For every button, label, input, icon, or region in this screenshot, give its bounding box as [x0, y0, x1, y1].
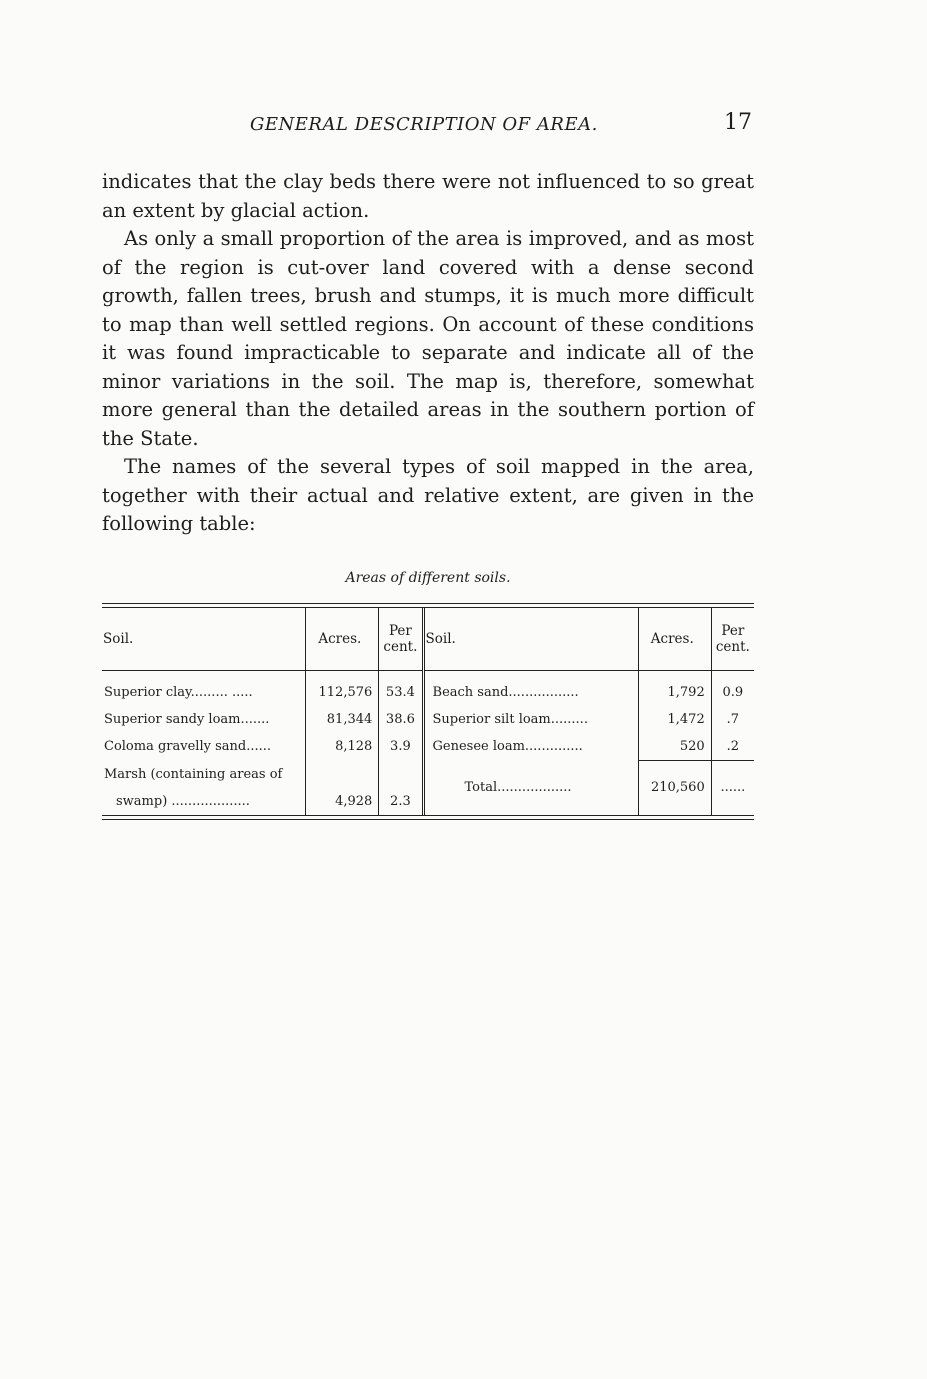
column-header-soil: Soil.: [423, 608, 638, 671]
paragraph: The names of the several types of soil mapped in the area, together with their actual and relative extent, are given in the following table:: [102, 455, 754, 535]
column-header-per-cent: Per cent.: [379, 608, 423, 671]
acres-value: 1,792: [638, 671, 711, 707]
soil-name: Beach sand.................: [423, 671, 638, 707]
column-header-per-cent: Per cent.: [711, 608, 754, 671]
acres-value: 520: [638, 733, 711, 761]
acres-value: 112,576: [306, 671, 379, 707]
total-acres: 210,560: [638, 761, 711, 815]
column-header-acres: Acres.: [306, 608, 379, 671]
total-percent: ......: [711, 761, 754, 815]
soil-areas-table: [102, 603, 754, 820]
paragraph: As only a small proportion of the area is improved, and as most of the region is cut-over land covered with a dense second growth, fallen trees, brush and stumps, it is much more difficult to map than well settled regions. On account of these conditions it was found impracticable to separate and indicate all of the minor variations in the soil. The map is, therefore, somewhat more general than the detailed areas in the southern portion of the State.: [102, 227, 754, 450]
percent-value: [379, 761, 423, 788]
table-row: [102, 706, 754, 733]
soil-name: Coloma gravelly sand......: [102, 733, 306, 761]
soil-name: Superior clay......... .....: [102, 671, 306, 707]
acres-value: [306, 761, 379, 788]
acres-value: 1,472: [638, 706, 711, 733]
percent-value: 2.3: [379, 788, 423, 815]
table-row: [102, 733, 754, 761]
page-number: 17: [724, 110, 752, 135]
paragraph: indicates that the clay beds there were not influenced to so great an extent by glacial action.: [102, 170, 754, 222]
acres-value: 8,128: [306, 733, 379, 761]
table-header-row: [102, 608, 754, 671]
percent-value: .2: [726, 739, 740, 754]
running-title: GENERAL DESCRIPTION OF AREA.: [250, 114, 598, 135]
soil-name: Genesee loam..............: [423, 733, 638, 761]
acres-value: 4,928: [306, 788, 379, 815]
percent-value: 3.9: [379, 733, 423, 761]
percent-value: 0.9: [722, 685, 744, 700]
soil-name: Superior sandy loam.......: [102, 706, 306, 733]
soil-name: swamp) ...................: [102, 788, 306, 815]
soil-name: Superior silt loam.........: [423, 706, 638, 733]
table-row: [102, 671, 754, 707]
table-row: [102, 761, 754, 788]
table-bottom-rule: [102, 815, 754, 820]
table-caption: Areas of different soils.: [345, 570, 511, 586]
body-text: [102, 168, 754, 539]
column-header-acres: Acres.: [638, 608, 711, 671]
percent-value: .7: [726, 712, 740, 727]
total-label: Total..................: [423, 761, 638, 815]
running-header: [102, 110, 752, 140]
acres-value: 81,344: [306, 706, 379, 733]
soil-name: Marsh (containing areas of: [102, 761, 306, 788]
percent-value: 53.4: [379, 671, 423, 707]
column-header-soil: Soil.: [102, 608, 306, 671]
percent-value: 38.6: [379, 706, 423, 733]
